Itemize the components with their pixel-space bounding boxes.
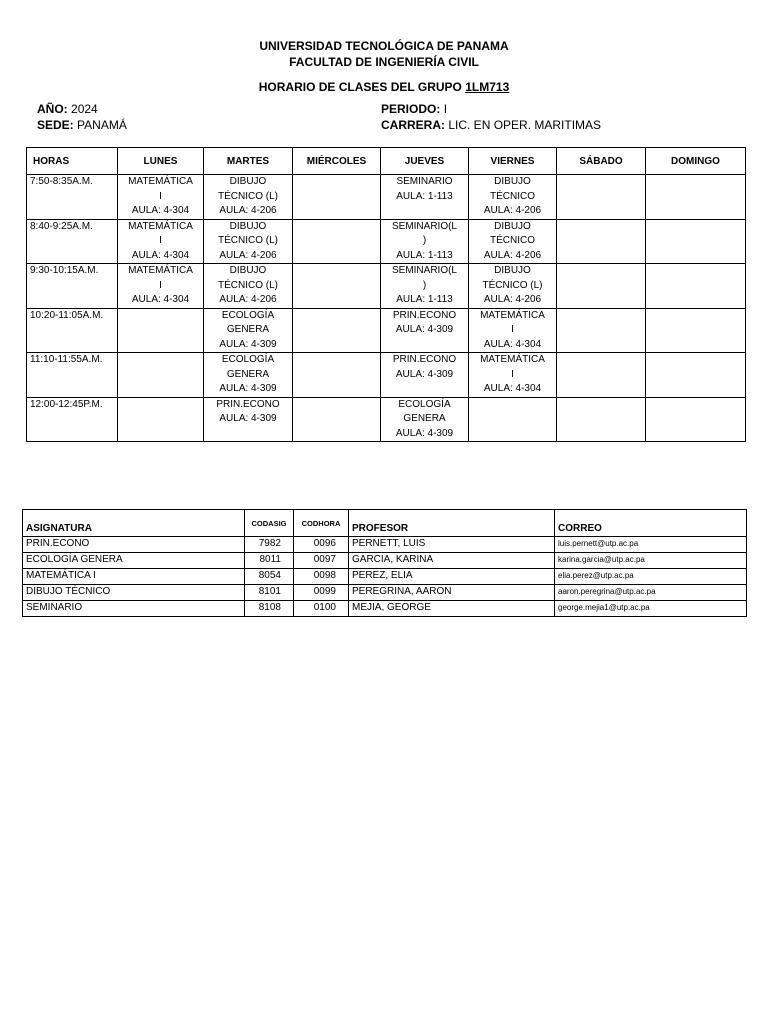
class-cell-line: AULA: 4-304 [483,383,542,394]
class-cell [646,264,746,309]
class-cell [293,219,381,264]
schedule-row [27,264,746,309]
schedule-row [27,353,746,398]
subject-name: PRIN.ECONO [23,537,245,553]
class-cell-line: I [159,235,162,246]
class-cell [204,219,293,264]
subjects-body [23,537,747,617]
class-cell [646,219,746,264]
university-title: UNIVERSIDAD TECNOLÓGICA DE PANAMA [259,39,509,53]
class-cell [204,353,293,398]
subjects-row [23,537,747,553]
subject-code: 8011 [245,553,294,569]
subjects-column-header: ASIGNATURA [23,510,245,537]
class-cell-line: AULA: 4-304 [483,338,542,350]
class-cell [557,219,646,264]
career-value: LIC. EN OPER. MARITIMAS [448,118,602,132]
class-cell [557,308,646,353]
class-cell-line: DIBUJO [494,220,531,232]
schedule-column-header: LUNES [118,148,204,175]
class-cell-line: I [511,324,514,335]
professor-name: PERNETT, LUIS [349,537,555,553]
subject-code: 7982 [245,537,294,553]
class-cell [293,175,381,220]
campus-label: SEDE: [37,118,74,132]
subjects-column-header: CODHORA [294,510,349,537]
schedule-column-header: MARTES [204,148,293,175]
schedule-code: 0098 [294,569,349,585]
class-cell-line: MATEMÁTICA [480,354,545,365]
class-cell-line: GENERA [403,413,446,424]
subject-code: 8108 [245,601,294,617]
class-cell-line: GENERA [226,324,270,335]
class-cell-line: AULA: 4-206 [219,294,277,305]
professor-email: luis.pernett@utp.ac.pa [555,537,747,553]
schedule-title [0,80,768,94]
schedule-title-text: HORARIO DE CLASES DEL GRUPO [258,80,462,94]
class-cell [381,219,469,264]
class-cell [469,353,557,398]
professor-name: GARCIA, KARINA [349,553,555,569]
subjects-table [22,509,747,617]
year-label: AÑO: [37,102,68,116]
class-cell [381,308,469,353]
class-cell [469,308,557,353]
group-code: 1LM713 [465,80,510,94]
career-label: CARRERA: [381,118,445,132]
class-cell-line: MATEMÁTICA [128,265,193,276]
period-info [381,102,447,116]
subjects-row [23,601,747,617]
class-cell-line: AULA: 4-304 [131,205,190,216]
class-cell-line: SEMINARIO [396,176,453,187]
class-cell [469,219,557,264]
time-slot: 7:50-8:35A.M. [27,175,118,220]
schedule-column-header: HORAS [27,148,118,175]
subjects-column-header: CORREO [555,510,747,537]
professor-email: george.mejia1@utp.ac.pa [555,601,747,617]
schedule-column-header: DOMINGO [646,148,746,175]
professor-email: karina.garcia@utp.ac.pa [555,553,747,569]
class-cell [557,397,646,442]
schedule-body [27,175,746,442]
schedule-column-header: MIÉRCOLES [293,148,381,175]
class-cell-line: I [511,368,514,380]
class-cell [118,353,204,398]
class-cell [381,397,469,442]
time-slot: 11:10-11:55A.M. [27,353,118,398]
class-cell-line: I [159,279,162,291]
class-cell-line: ) [422,235,427,246]
professor-email: aaron.peregrina@utp.ac.pa [555,585,747,601]
class-cell [293,353,381,398]
class-cell [293,308,381,353]
class-cell-line: TÉCNICO (L) [218,190,278,202]
subjects-row [23,585,747,601]
class-cell-line: AULA: 1-113 [396,294,453,305]
class-cell-line: DIBUJO [229,265,267,276]
class-cell [204,175,293,220]
class-cell-line: TÉCNICO (L) [482,279,543,291]
schedule-column-header: VIERNES [469,148,557,175]
period-value: I [443,102,448,116]
class-cell [293,264,381,309]
class-cell-line: AULA: 1-113 [396,190,453,202]
class-cell-line: MATEMÁTICA [480,309,545,321]
professor-email: elia.perez@utp.ac.pa [555,569,747,585]
class-cell-line: DIBUJO [229,220,267,232]
class-cell-line: AULA: 4-309 [219,413,277,424]
schedule-code: 0096 [294,537,349,553]
class-cell-line: GENERA [226,368,270,380]
year-info [37,102,98,116]
class-cell-line: DIBUJO [229,176,267,187]
class-cell-line: AULA: 4-206 [483,294,542,305]
subjects-column-header: PROFESOR [349,510,555,537]
class-cell [204,397,293,442]
subject-name: MATEMÁTICA I [23,569,245,585]
class-cell [118,264,204,309]
schedule-code: 0100 [294,601,349,617]
schedule-row [27,175,746,220]
subject-name: DIBUJO TÉCNICO [23,585,245,601]
schedule-row [27,397,746,442]
class-cell-line: AULA: 4-206 [483,205,542,216]
class-cell [118,219,204,264]
subjects-column-header: CODASIG [245,510,294,537]
class-cell [381,264,469,309]
subject-name: SEMINARIO [23,601,245,617]
class-cell-line: MATEMÁTICA [128,176,193,187]
class-cell-line: TÉCNICO (L) [218,279,278,291]
subjects-row [23,553,747,569]
class-cell-line: AULA: 4-309 [395,324,454,335]
class-cell-line: ECOLOGÍA [221,354,275,365]
class-cell [118,308,204,353]
class-cell-line: AULA: 4-304 [131,249,190,261]
professor-name: MEJIA, GEORGE [349,601,555,617]
schedule-column-header: SÁBADO [557,148,646,175]
class-cell [204,308,293,353]
class-cell [557,175,646,220]
class-cell-line: TÉCNICO (L) [218,235,278,246]
class-cell-line: I [159,190,162,202]
class-cell-line: AULA: 4-206 [219,205,277,216]
class-cell-line: PRIN.ECONO [392,354,457,365]
class-cell [381,353,469,398]
class-cell-line: AULA: 4-309 [219,338,277,350]
class-cell-line: AULA: 1-113 [396,249,453,261]
schedule-code: 0097 [294,553,349,569]
class-cell-line: PRIN.ECONO [216,398,280,410]
class-cell [557,353,646,398]
class-cell-line: DIBUJO [494,265,531,276]
class-cell-line: AULA: 4-309 [219,383,277,394]
class-cell-line: AULA: 4-206 [219,249,277,261]
time-slot: 9:30-10:15A.M. [27,264,118,309]
class-cell [646,175,746,220]
time-slot: 10:20-11:05A.M. [27,308,118,353]
class-cell-line: AULA: 4-309 [395,427,454,439]
class-cell [118,397,204,442]
class-cell [381,175,469,220]
campus-info [37,118,127,132]
subject-code: 8054 [245,569,294,585]
class-cell-line: ECOLOGÍA [221,309,275,321]
schedule-code: 0099 [294,585,349,601]
class-cell [469,175,557,220]
schedule-row [27,308,746,353]
class-cell-line: ECOLOGÍA [398,398,451,410]
class-cell [118,175,204,220]
class-cell-line: TÉCNICO [490,190,535,202]
professor-name: PEREZ, ELIA [349,569,555,585]
class-cell [646,308,746,353]
class-cell [469,264,557,309]
class-cell-line: PRIN.ECONO [392,309,457,321]
period-label: PERIODO: [381,102,441,116]
class-cell-line: AULA: 4-206 [483,249,542,261]
career-info [381,118,601,132]
class-cell-line: AULA: 4-309 [395,368,454,380]
time-slot: 12:00-12:45P.M. [27,397,118,442]
campus-value: PANAMÁ [77,118,127,132]
class-cell [646,397,746,442]
faculty-title: FACULTAD DE INGENIERÍA CIVIL [289,55,479,69]
subjects-header-row [23,510,747,537]
professor-name: PEREGRINA, AARON [349,585,555,601]
class-cell [204,264,293,309]
schedule-table [26,147,746,442]
class-cell [557,264,646,309]
subjects-row [23,569,747,585]
schedule-column-header: JUEVES [381,148,469,175]
class-cell [469,397,557,442]
class-cell [646,353,746,398]
schedule-header-row [27,148,746,175]
class-cell-line: MATEMÁTICA [128,220,193,232]
class-cell-line: SEMINARIO(L [391,220,457,232]
class-cell-line: ) [422,279,427,291]
subject-code: 8101 [245,585,294,601]
class-cell-line: AULA: 4-304 [131,294,190,305]
class-cell-line: TÉCNICO [490,235,535,246]
year-value: 2024 [71,102,98,116]
subject-name: ECOLOGÍA GENERA [23,553,245,569]
time-slot: 8:40-9:25A.M. [27,219,118,264]
class-cell-line: DIBUJO [494,176,531,187]
class-cell-line: SEMINARIO(L [391,265,457,276]
schedule-row [27,219,746,264]
class-cell [293,397,381,442]
